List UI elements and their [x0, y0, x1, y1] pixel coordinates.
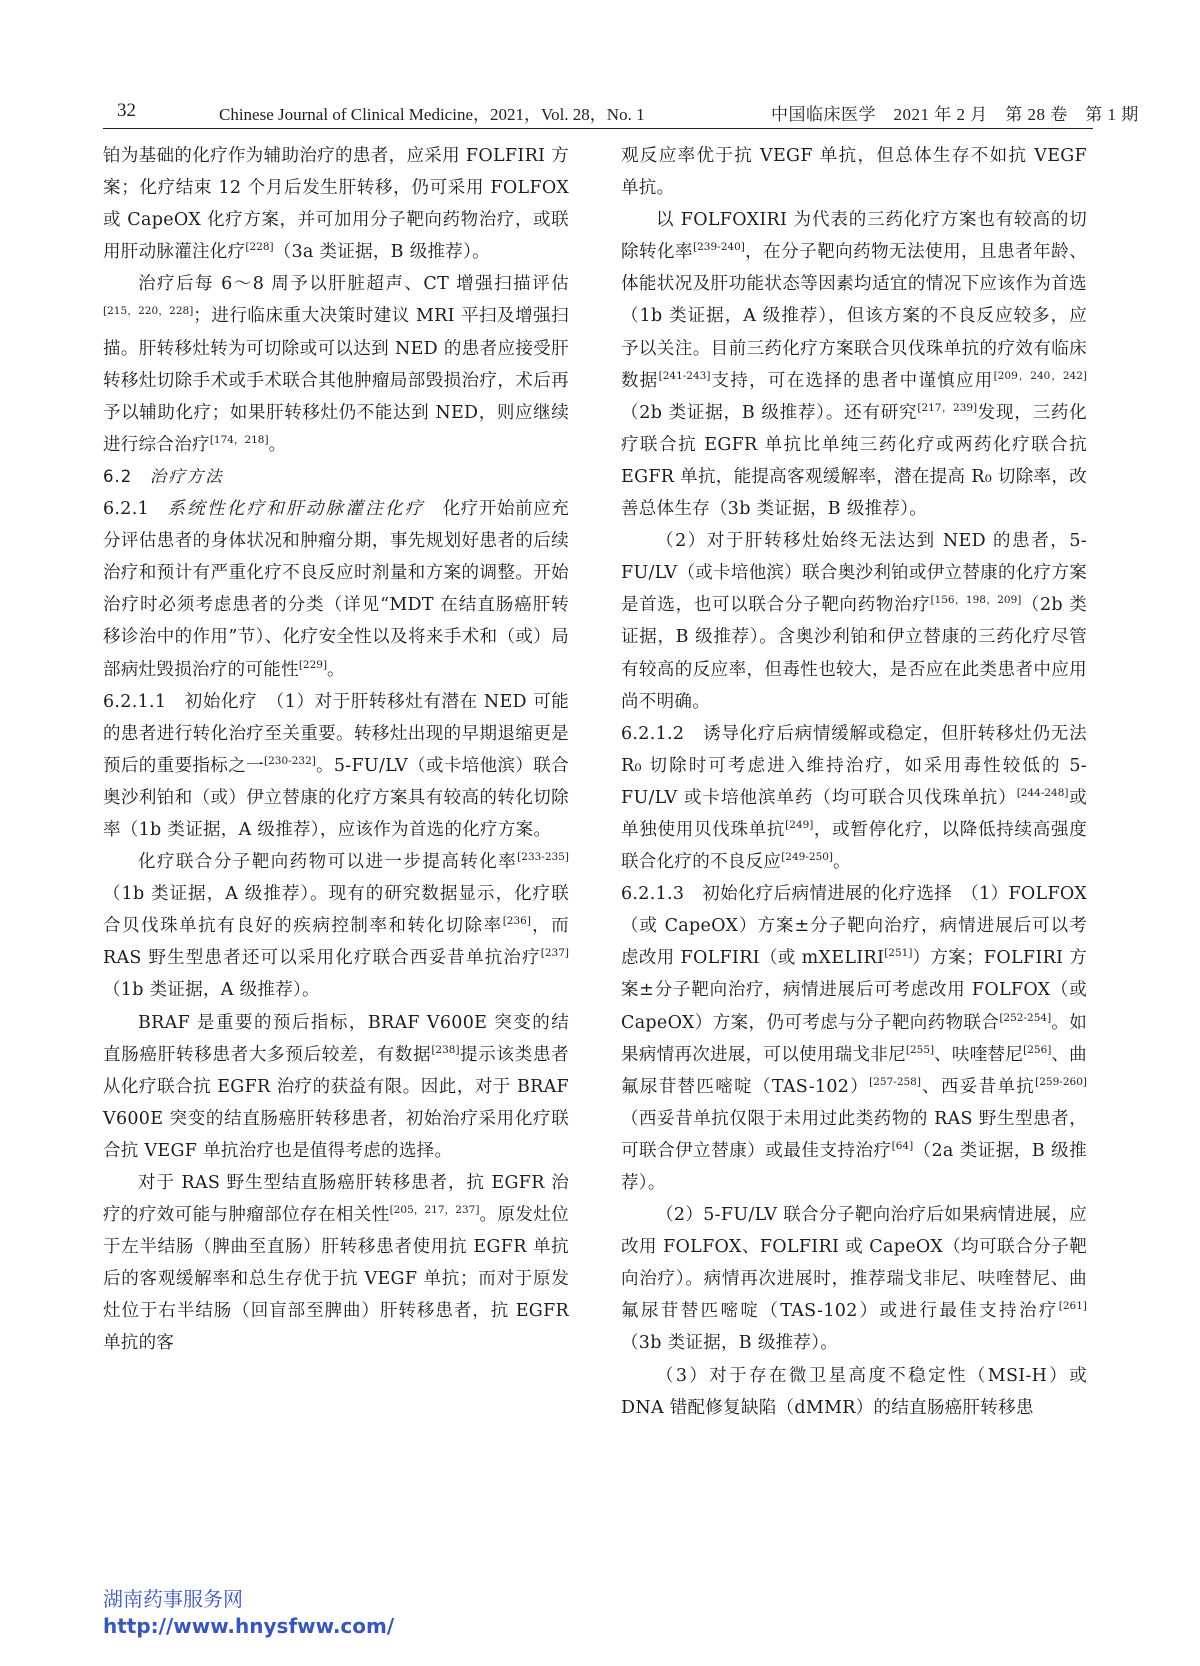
- section-heading-6-2: 6.2 治疗方法: [103, 466, 224, 486]
- citation: [238]: [431, 1043, 460, 1056]
- paragraph: （2）5-FU/LV 联合分子靶向治疗后如果病情进展，应改用 FOLFOX、FOLFIRI 或 CapeOX（均可联合分子靶向治疗）。病情再次进展时，推荐瑞戈非尼、呋喹替尼、曲氟尿苷替匹嘧啶（TAS-102）或进行最佳支持治疗[261]（3b 类证据，B 级推荐）。: [621, 1205, 1087, 1354]
- paragraph: 对于 RAS 野生型结直肠癌肝转移患者，抗 EGFR 治疗的疗效可能与肿瘤部位存在相关性[205，217，237]。原发灶位于左半结肠（脾曲至直肠）肝转移患者使用抗 EGFR 单抗后的客观缓解率和总生存优于抗 VEGF 单抗；而对于原发灶位于右半结肠（回盲部至脾曲）肝转移患者，抗 EGFR 单抗的客: [103, 1173, 569, 1354]
- citation: [255]: [905, 1043, 935, 1056]
- citation: [257-258]: [869, 1075, 921, 1088]
- citation: [233-235]: [517, 851, 569, 864]
- paragraph: 6.2.1.3 初始化疗后病情进展的化疗选择 （1）FOLFOX（或 CapeOX）方案±分子靶向治疗，病情进展后可以考虑改用 FOLFIRI（或 mXELIRI[251]）方案；FOLFIRI 方案±分子靶向治疗，病情进展后可考虑改用 FOLFOX（或 CapeOX）方案，仍可考虑与分子靶向药物联合[252-254]。如果病情再次进展，可以使用瑞戈非尼[255]、呋喹替尼[256]、曲氟尿苷替匹嘧啶（TAS-102）[257-258]、西妥昔单抗[259-260]（西妥昔单抗仅限于未用过此类药物的 RAS 野生型患者，可联合伊立替康）或最佳支持治疗[64]（2a 类证据，B 级推荐）。: [621, 884, 1088, 1193]
- paragraph: （3）对于存在微卫星高度不稳定性（MSI-H）或 DNA 错配修复缺陷（dMMR）的结直肠癌肝转移患: [621, 1365, 1087, 1418]
- paragraph: 化疗联合分子靶向药物可以进一步提高转化率[233-235]（1b 类证据，A 级推荐）。现有的研究数据显示，化疗联合贝伐珠单抗有良好的疾病控制率和转化切除率[236]，而 RAS 野生型患者还可以采用化疗联合西妥昔单抗治疗[237]（1b 类证据，A 级推荐）。: [103, 851, 569, 1001]
- section-heading-6-2-1: 6.2.1: [103, 499, 168, 520]
- citation: [209，240，242]: [993, 369, 1087, 382]
- running-header: [103, 92, 1139, 129]
- citation: [64]: [891, 1139, 914, 1152]
- watermark-url-link[interactable]: http://www.hnysfww.com/: [103, 1614, 395, 1638]
- page-number: 32: [117, 100, 136, 121]
- citation: [237]: [540, 947, 569, 960]
- citation: [236]: [502, 915, 531, 928]
- paragraph: 6.2.1 系统性化疗和肝动脉灌注化疗 化疗开始前应充分评估患者的身体状况和肿瘤分期，事先规划好患者的后续治疗和预计有严重化疗不良反应时剂量和方案的调整。开始治疗时必须考虑患者的分类（详见“MDT 在结直肠癌肝转移诊治中的作用”节）、化疗安全性以及将来手术和（或）局部病灶毁损治疗的可能性[229]。: [103, 499, 570, 680]
- citation: [261]: [1058, 1300, 1087, 1313]
- watermark-site-name: 湖南药事服务网: [103, 1587, 243, 1611]
- citation: [256]: [1023, 1043, 1052, 1056]
- right-column: [621, 140, 1087, 1560]
- citation: [230-232]: [264, 754, 316, 767]
- citation: [239-240]: [693, 241, 745, 254]
- paragraph: 铂为基础的化疗作为辅助治疗的患者，应采用 FOLFIRI 方案；化疗结束 12 个月后发生肝转移，仍可采用 FOLFOX 或 CapeOX 化疗方案，并可加用分子靶向药物治疗，或联用肝动脉灌注化疗[228]（3a 类证据，B 级推荐）。: [103, 146, 569, 263]
- citation: [156，198，209]: [930, 594, 1022, 607]
- paragraph: （2）对于肝转移灶始终无法达到 NED 的患者，5-FU/LV（或卡培他滨）联合奥沙利铂或伊立替康的化疗方案是首选，也可以联合分子靶向药物治疗[156，198，209]（2b 类证据，B 级推荐）。含奥沙利铂和伊立替康的三药化疗尽管有较高的反应率，但毒性也较大，是否应在此类患者中应用尚不明确。: [621, 531, 1087, 712]
- paragraph: 治疗后每 6～8 周予以肝脏超声、CT 增强扫描评估[215，220，228]；进行临床重大决策时建议 MRI 平扫及增强扫描。肝转移灶转为可切除或可以达到 NED 的患者应接受肝转移灶切除手术或手术联合其他肿瘤局部毁损治疗，术后再予以辅助化疗；如果肝转移灶仍不能达到 NED，则应继续进行综合治疗[174，218]。: [103, 274, 569, 455]
- citation: [252-254]: [999, 1011, 1052, 1024]
- paragraph: 6.2.1.1 初始化疗 （1）对于肝转移灶有潜在 NED 可能的患者进行转化治疗至关重要。转移灶出现的早期退缩更是预后的重要指标之一[230-232]。5-FU/LV（或卡培他滨）联合奥沙利铂和（或）伊立替康的化疗方案具有较高的转化切除率（1b 类证据，A 级推荐），应该作为首选的化疗方案。: [103, 691, 569, 840]
- citation: [217，239]: [917, 401, 978, 414]
- left-column: [103, 140, 569, 1560]
- citation: [205，217，237]: [389, 1204, 480, 1217]
- paragraph: 6.2.1.2 诱导化疗后病情缓解或稳定，但肝转移灶仍无法 R₀ 切除时可考虑进入维持治疗，如采用毒性较低的 5-FU/LV 或卡培他滨单药（均可联合贝伐珠单抗）[244-248]或单独使用贝伐珠单抗[249]，或暂停化疗，以降低持续高强度联合化疗的不良反应[249-250]。: [621, 723, 1088, 873]
- citation: [249-250]: [781, 851, 834, 864]
- journal-title-chinese: 中国临床医学 2021 年 2 月 第 28 卷 第 1 期: [771, 105, 1139, 124]
- citation: [215，220，228]: [103, 305, 194, 318]
- section-heading-6-2-1-1: 6.2.1.1 初始化疗: [103, 691, 258, 712]
- paragraph: 以 FOLFOXIRI 为代表的三药化疗方案也有较高的切除转化率[239-240]，在分子靶向药物无法使用，且患者年龄、体能状况及肝功能状态等因素均适宜的情况下应该作为首选（1b 类证据，A 级推荐），但该方案的不良反应较多，应予以关注。目前三药化疗方案联合贝伐珠单抗的疗效有临床数据[241-243]支持，可在选择的患者中谨慎应用[209，240，242]（2b 类证据，B 级推荐）。还有研究[217，239]发现，三药化疗联合抗 EGFR 单抗比单纯三药化疗或两药化疗联合抗 EGFR 单抗，能提高客观缓解率，潜在提高 R₀ 切除率，改善总体生存（3b 类证据，B 级推荐）。: [621, 210, 1087, 520]
- citation: [244-248]: [1016, 786, 1069, 799]
- paragraph: 观反应率优于抗 VEGF 单抗，但总体生存不如抗 VEGF 单抗。: [621, 146, 1087, 199]
- citation: [251]: [884, 947, 913, 960]
- paragraph: BRAF 是重要的预后指标，BRAF V600E 突变的结直肠癌肝转移患者大多预后较差，有数据[238]提示该类患者从化疗联合抗 EGFR 治疗的获益有限。因此，对于 BRAF V600E 突变的结直肠癌肝转移患者，初始治疗采用化疗联合抗 VEGF 单抗治疗也是值得考虑的选择。: [103, 1012, 569, 1161]
- citation: [174，218]: [209, 433, 269, 446]
- citation: [249]: [785, 818, 814, 831]
- journal-title-english: Chinese Journal of Clinical Medicine，2021，Vol. 28，No. 1: [219, 105, 645, 124]
- citation: [259-260]: [1035, 1075, 1087, 1088]
- citation: [241-243]: [658, 369, 711, 382]
- site-watermark: [103, 1586, 523, 1640]
- citation: [229]: [298, 658, 328, 671]
- citation: [228]: [245, 241, 274, 254]
